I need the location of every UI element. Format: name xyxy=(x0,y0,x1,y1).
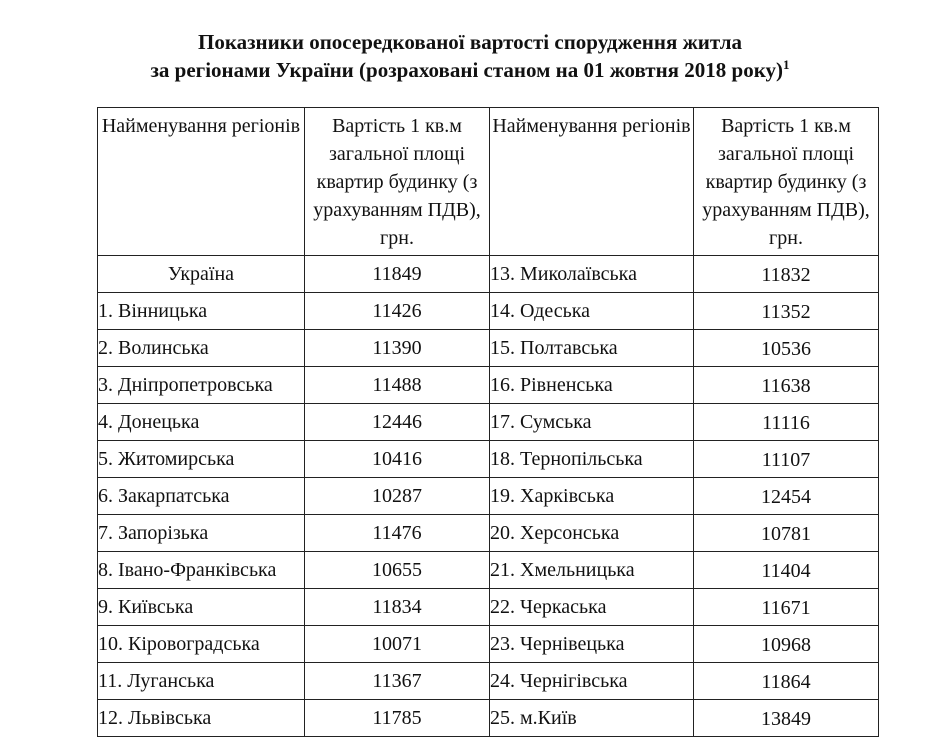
table-body xyxy=(98,256,879,737)
cost-value-cell: 10536 xyxy=(694,330,879,367)
region-name-cell: 3. Дніпропетровська xyxy=(98,367,305,404)
region-name-cell: 1. Вінницька xyxy=(98,293,305,330)
cost-value-cell: 11671 xyxy=(694,589,879,626)
cost-value-cell: 11367 xyxy=(305,663,490,700)
region-name-cell: 22. Черкаська xyxy=(490,589,694,626)
region-name-cell: 7. Запорізька xyxy=(98,515,305,552)
header-region-name-left: Найменування регіонів xyxy=(98,108,305,256)
region-name-cell: 11. Луганська xyxy=(98,663,305,700)
cost-value-cell: 10781 xyxy=(694,515,879,552)
region-name-cell: 8. Івано-Франківська xyxy=(98,552,305,589)
table-row xyxy=(98,663,879,700)
header-cost-left: Вартість 1 кв.м загальної площі квартир будинку (з урахуванням ПДВ), грн. xyxy=(305,108,490,256)
table-row xyxy=(98,441,879,478)
region-name-cell: 4. Донецька xyxy=(98,404,305,441)
region-name-cell: 23. Чернівецька xyxy=(490,626,694,663)
region-name-cell: 19. Харківська xyxy=(490,478,694,515)
table-row xyxy=(98,700,879,737)
region-name-cell: 18. Тернопільська xyxy=(490,441,694,478)
table-row xyxy=(98,293,879,330)
cost-value-cell: 13849 xyxy=(694,700,879,737)
cost-value-cell: 10287 xyxy=(305,478,490,515)
region-name-cell: 14. Одеська xyxy=(490,293,694,330)
cost-value-cell: 10416 xyxy=(305,441,490,478)
title-line-2 xyxy=(0,56,940,84)
cost-value-cell: 11832 xyxy=(694,256,879,293)
cost-value-cell: 11834 xyxy=(305,589,490,626)
footnote-mark: 1 xyxy=(783,57,790,72)
table-row xyxy=(98,515,879,552)
region-name-cell: 20. Херсонська xyxy=(490,515,694,552)
table-row xyxy=(98,589,879,626)
region-name-cell: 13. Миколаївська xyxy=(490,256,694,293)
regional-cost-table xyxy=(97,107,879,737)
region-name-cell: 12. Львівська xyxy=(98,700,305,737)
header-cost-right: Вартість 1 кв.м загальної площі квартир будинку (з урахуванням ПДВ), грн. xyxy=(694,108,879,256)
region-name-cell: 15. Полтавська xyxy=(490,330,694,367)
cost-value-cell: 11352 xyxy=(694,293,879,330)
cost-value-cell: 12446 xyxy=(305,404,490,441)
region-name-cell: 2. Волинська xyxy=(98,330,305,367)
table-header-row xyxy=(98,108,879,256)
cost-value-cell: 11785 xyxy=(305,700,490,737)
region-name-cell: Україна xyxy=(98,256,305,293)
region-name-cell: 24. Чернігівська xyxy=(490,663,694,700)
region-name-cell: 6. Закарпатська xyxy=(98,478,305,515)
table-row xyxy=(98,626,879,663)
cost-value-cell: 11116 xyxy=(694,404,879,441)
document-title xyxy=(0,28,940,84)
cost-value-cell: 11476 xyxy=(305,515,490,552)
table-row xyxy=(98,367,879,404)
cost-value-cell: 11864 xyxy=(694,663,879,700)
cost-value-cell: 11849 xyxy=(305,256,490,293)
region-name-cell: 21. Хмельницька xyxy=(490,552,694,589)
table-row xyxy=(98,478,879,515)
region-name-cell: 25. м.Київ xyxy=(490,700,694,737)
region-name-cell: 9. Київська xyxy=(98,589,305,626)
cost-value-cell: 10968 xyxy=(694,626,879,663)
cost-value-cell: 11638 xyxy=(694,367,879,404)
region-name-cell: 16. Рівненська xyxy=(490,367,694,404)
cost-value-cell: 11107 xyxy=(694,441,879,478)
cost-value-cell: 11390 xyxy=(305,330,490,367)
cost-value-cell: 10071 xyxy=(305,626,490,663)
cost-value-cell: 10655 xyxy=(305,552,490,589)
cost-value-cell: 11488 xyxy=(305,367,490,404)
table-row xyxy=(98,330,879,367)
header-region-name-right: Найменування регіонів xyxy=(490,108,694,256)
cost-value-cell: 11404 xyxy=(694,552,879,589)
table-row xyxy=(98,256,879,293)
title-line-2-text: за регіонами України (розраховані станом на 01 жовтня 2018 року) xyxy=(150,58,784,82)
region-name-cell: 5. Житомирська xyxy=(98,441,305,478)
cost-value-cell: 12454 xyxy=(694,478,879,515)
region-name-cell: 10. Кіровоградська xyxy=(98,626,305,663)
table-row xyxy=(98,552,879,589)
region-name-cell: 17. Сумська xyxy=(490,404,694,441)
title-line-1: Показники опосередкованої вартості спорудження житла xyxy=(198,30,742,54)
cost-value-cell: 11426 xyxy=(305,293,490,330)
table-row xyxy=(98,404,879,441)
